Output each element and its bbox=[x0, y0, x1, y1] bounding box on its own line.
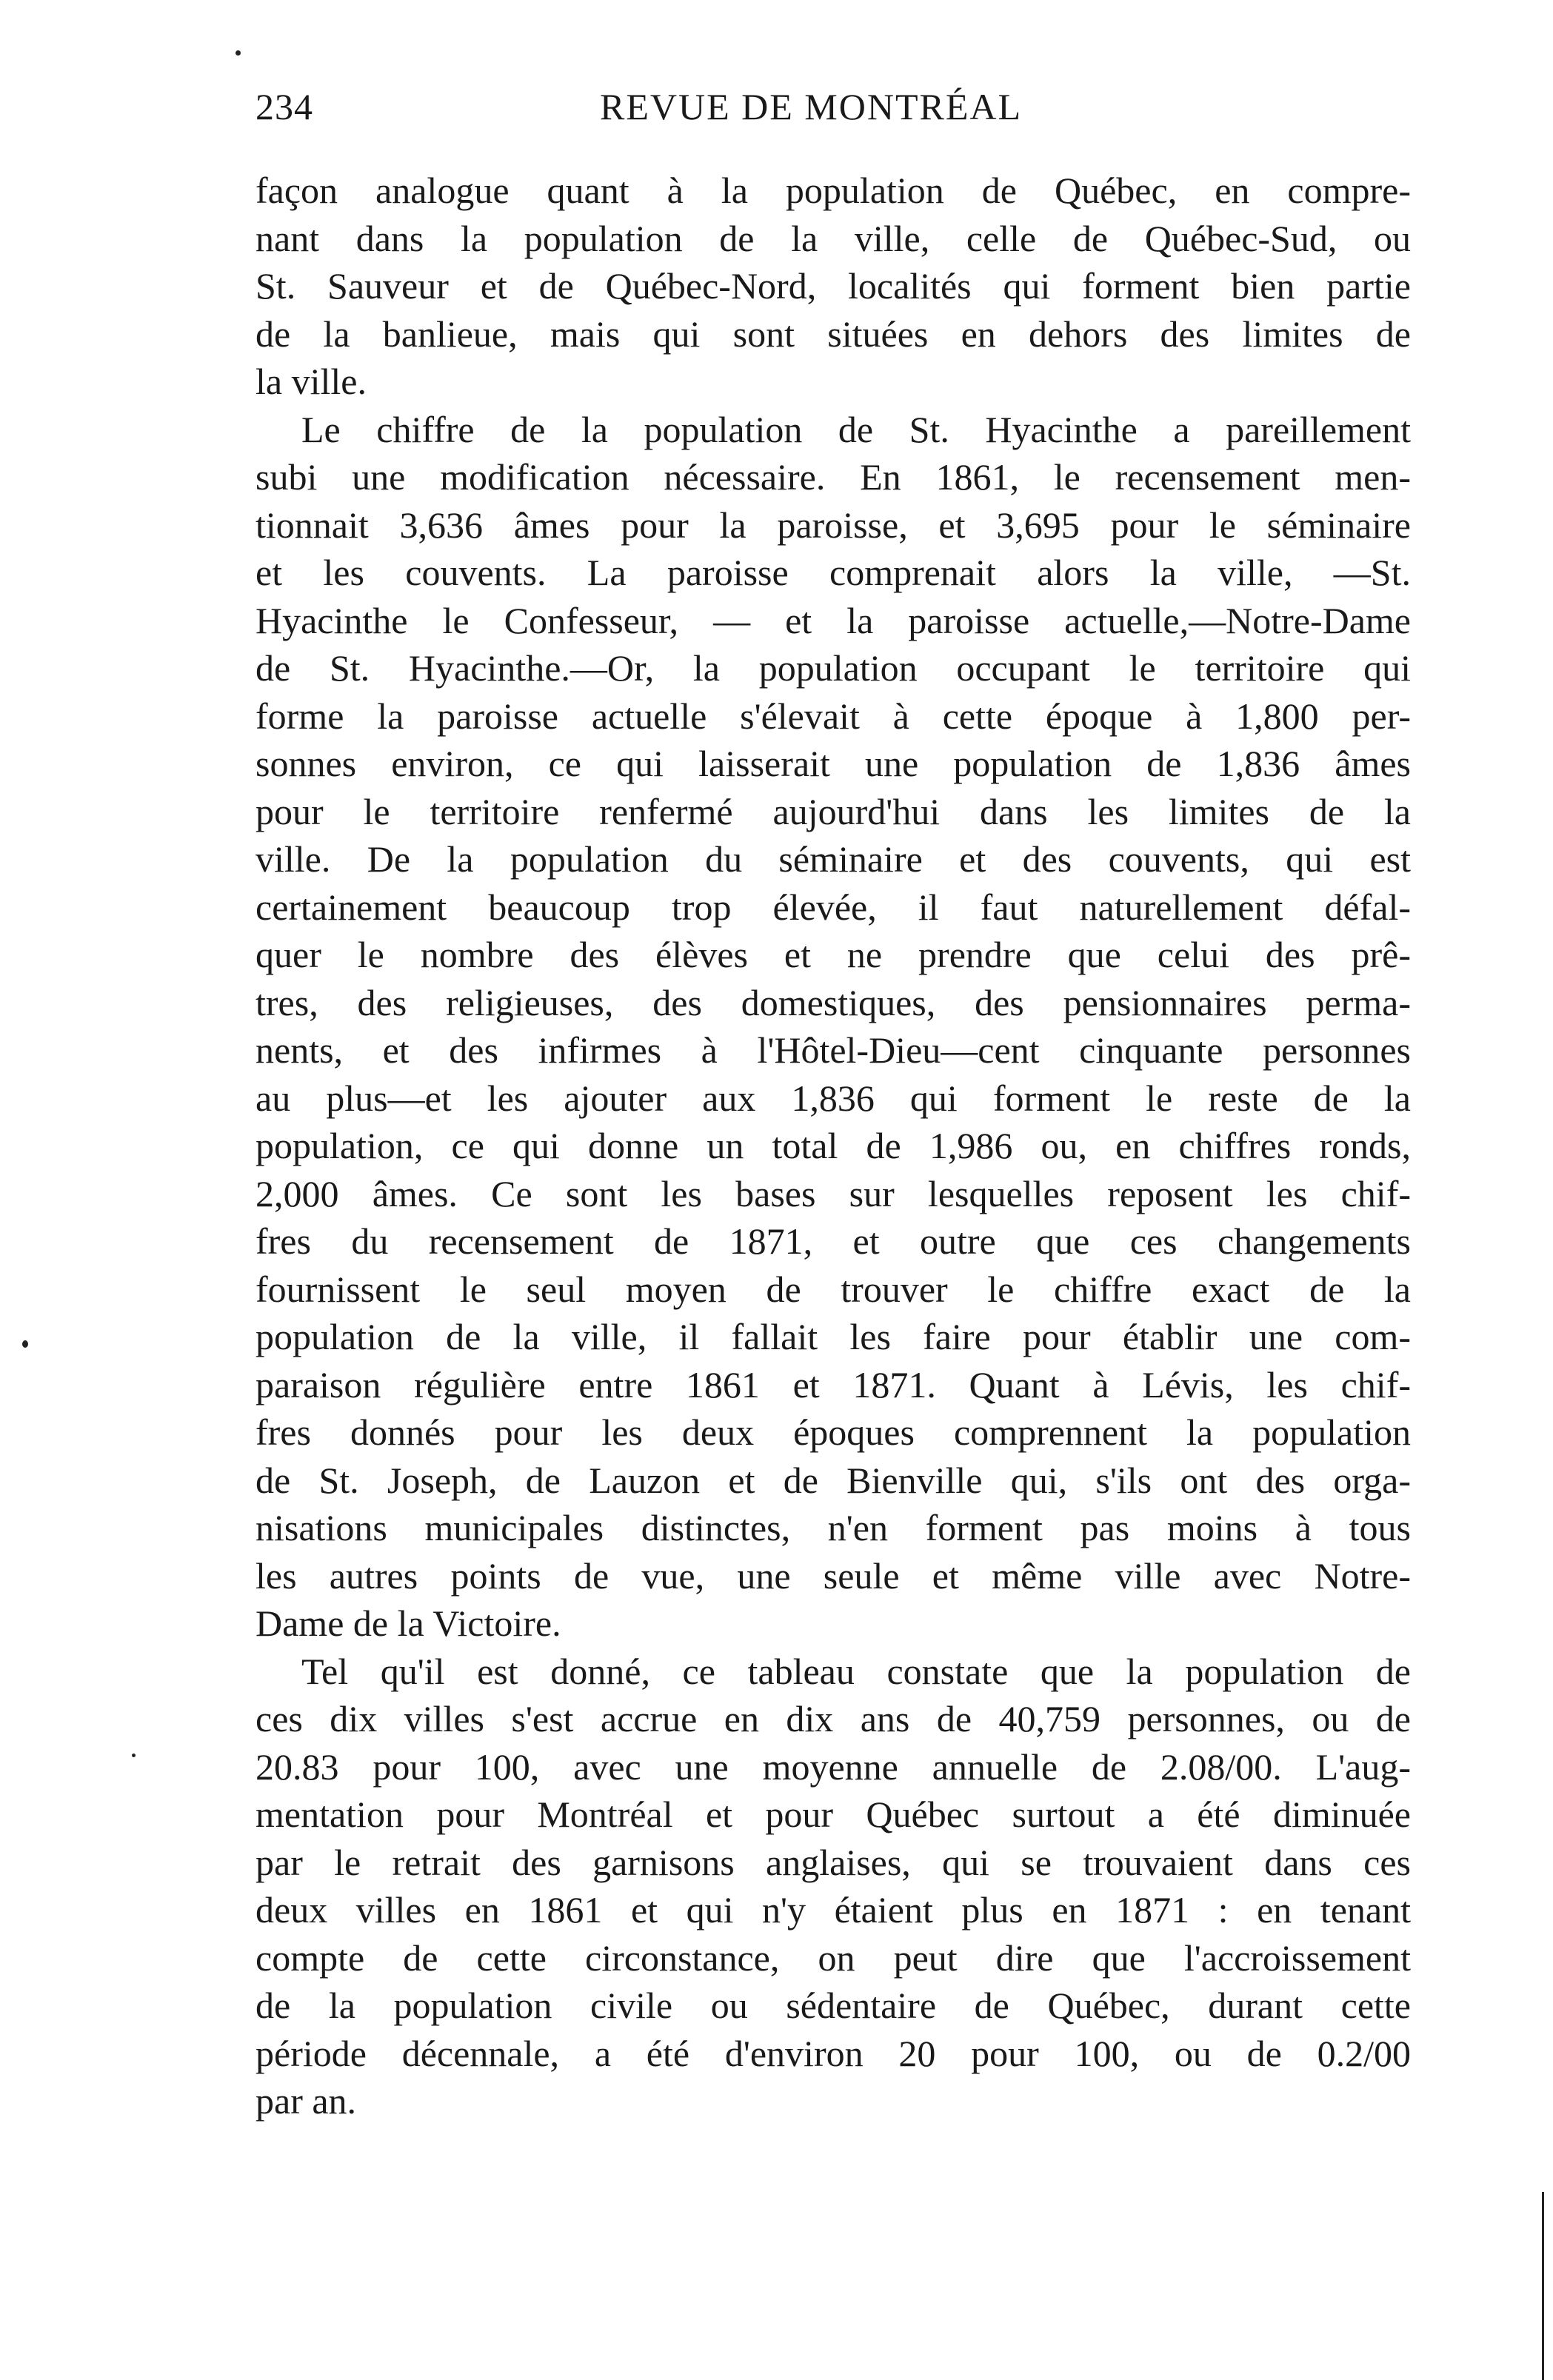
text-line: par an. bbox=[256, 2080, 357, 2122]
text-line: pour le territoire renfermé aujourd'hui dans les limites de la bbox=[256, 790, 1411, 832]
page-number: 234 bbox=[256, 86, 313, 127]
text-line: de St. Hyacinthe.—Or, la population occupant le territoire qui bbox=[256, 647, 1411, 689]
text-line: de la population civile ou sédentaire de Québec, durant cette bbox=[256, 1985, 1411, 2026]
text-line: Hyacinthe le Confesseur, — et la paroisse actuelle,—Notre-Dame bbox=[256, 599, 1411, 641]
text-line: la ville. bbox=[256, 361, 367, 402]
text-line: Tel qu'il est donné, ce tableau constate que la population de bbox=[301, 1650, 1411, 1692]
text-line: certainement beaucoup trop élevée, il faut naturellement défal- bbox=[256, 886, 1411, 928]
text-line: ville. De la population du séminaire et des couvents, qui est bbox=[256, 838, 1411, 880]
text-line: tres, des religieuses, des domestiques, des pensionnaires perma- bbox=[256, 981, 1411, 1023]
body-text bbox=[256, 167, 1411, 2125]
scan-speck bbox=[132, 1754, 136, 1757]
text-line: au plus—et les ajouter aux 1,836 qui forment le reste de la bbox=[256, 1077, 1411, 1119]
text-line: 20.83 pour 100, avec une moyenne annuelle de 2.08/00. L'aug- bbox=[256, 1745, 1411, 1788]
text-line: les autres points de vue, une seule et même ville avec Notre- bbox=[256, 1554, 1411, 1597]
text-line: façon analogue quant à la population de Québec, en compre- bbox=[256, 170, 1411, 211]
text-line: nisations municipales distinctes, n'en forment pas moins à tous bbox=[256, 1507, 1411, 1548]
text-line: mentation pour Montréal et pour Québec surtout a été diminuée bbox=[256, 1794, 1411, 1835]
paragraph-2 bbox=[256, 406, 1411, 1648]
text-line: sonnes environ, ce qui laisserait une population de 1,836 âmes bbox=[256, 743, 1411, 784]
scan-speck bbox=[22, 1340, 28, 1348]
page-header bbox=[256, 85, 1411, 144]
text-line: par le retrait des garnisons anglaises, qui se trouvaient dans ces bbox=[256, 1841, 1411, 1883]
text-line: fres du recensement de 1871, et outre que ces changements bbox=[256, 1220, 1411, 1262]
text-line: paraison régulière entre 1861 et 1871. Quant à Lévis, les chif- bbox=[256, 1363, 1411, 1405]
paragraph-1 bbox=[256, 167, 1411, 406]
text-line: de la banlieue, mais qui sont situées en dehors des limites de bbox=[256, 312, 1411, 355]
text-line: deux villes en 1861 et qui n'y étaient plus en 1871 : en tenant bbox=[256, 1889, 1411, 1931]
text-line: fres donnés pour les deux époques comprennent la population bbox=[256, 1411, 1411, 1453]
text-line: période décennale, a été d'environ 20 pour 100, ou de 0.2/00 bbox=[256, 2032, 1411, 2074]
text-line: Dame de la Victoire. bbox=[256, 1602, 561, 1644]
text-line: Le chiffre de la population de St. Hyacinthe a pareillement bbox=[301, 408, 1411, 450]
running-head: REVUE DE MONTRÉAL bbox=[600, 86, 1023, 127]
paragraph-3 bbox=[256, 1648, 1411, 2125]
text-line: fournissent le seul moyen de trouver le chiffre exact de la bbox=[256, 1268, 1411, 1310]
text-line: nents, et des infirmes à l'Hôtel-Dieu—cent cinquante personnes bbox=[256, 1029, 1411, 1071]
text-line: subi une modification nécessaire. En 1861, le recensement men- bbox=[256, 456, 1411, 498]
text-line: population de la ville, il fallait les faire pour établir une com- bbox=[256, 1316, 1411, 1357]
scan-speck bbox=[236, 50, 241, 56]
text-line: 2,000 âmes. Ce sont les bases sur lesquelles reposent les chif- bbox=[256, 1172, 1411, 1214]
page-edge-mark bbox=[1542, 2192, 1544, 2380]
text-line: compte de cette circonstance, on peut dire que l'accroissement bbox=[256, 1936, 1411, 1979]
text-line: et les couvents. La paroisse comprenait alors la ville, —St. bbox=[256, 552, 1411, 593]
text-line: de St. Joseph, de Lauzon et de Bienville qui, s'ils ont des orga- bbox=[256, 1459, 1411, 1501]
text-line: nant dans la population de la ville, celle de Québec-Sud, ou bbox=[256, 217, 1411, 259]
text-line: St. Sauveur et de Québec-Nord, localités qui forment bien partie bbox=[256, 265, 1411, 307]
text-line: forme la paroisse actuelle s'élevait à cette époque à 1,800 per- bbox=[256, 695, 1411, 737]
text-line: tionnait 3,636 âmes pour la paroisse, et 3,695 pour le séminaire bbox=[256, 504, 1411, 546]
text-line: population, ce qui donne un total de 1,986 ou, en chiffres ronds, bbox=[256, 1125, 1411, 1166]
text-line: quer le nombre des élèves et ne prendre que celui des prê- bbox=[256, 934, 1411, 975]
text-line: ces dix villes s'est accrue en dix ans de 40,759 personnes, ou de bbox=[256, 1698, 1411, 1739]
